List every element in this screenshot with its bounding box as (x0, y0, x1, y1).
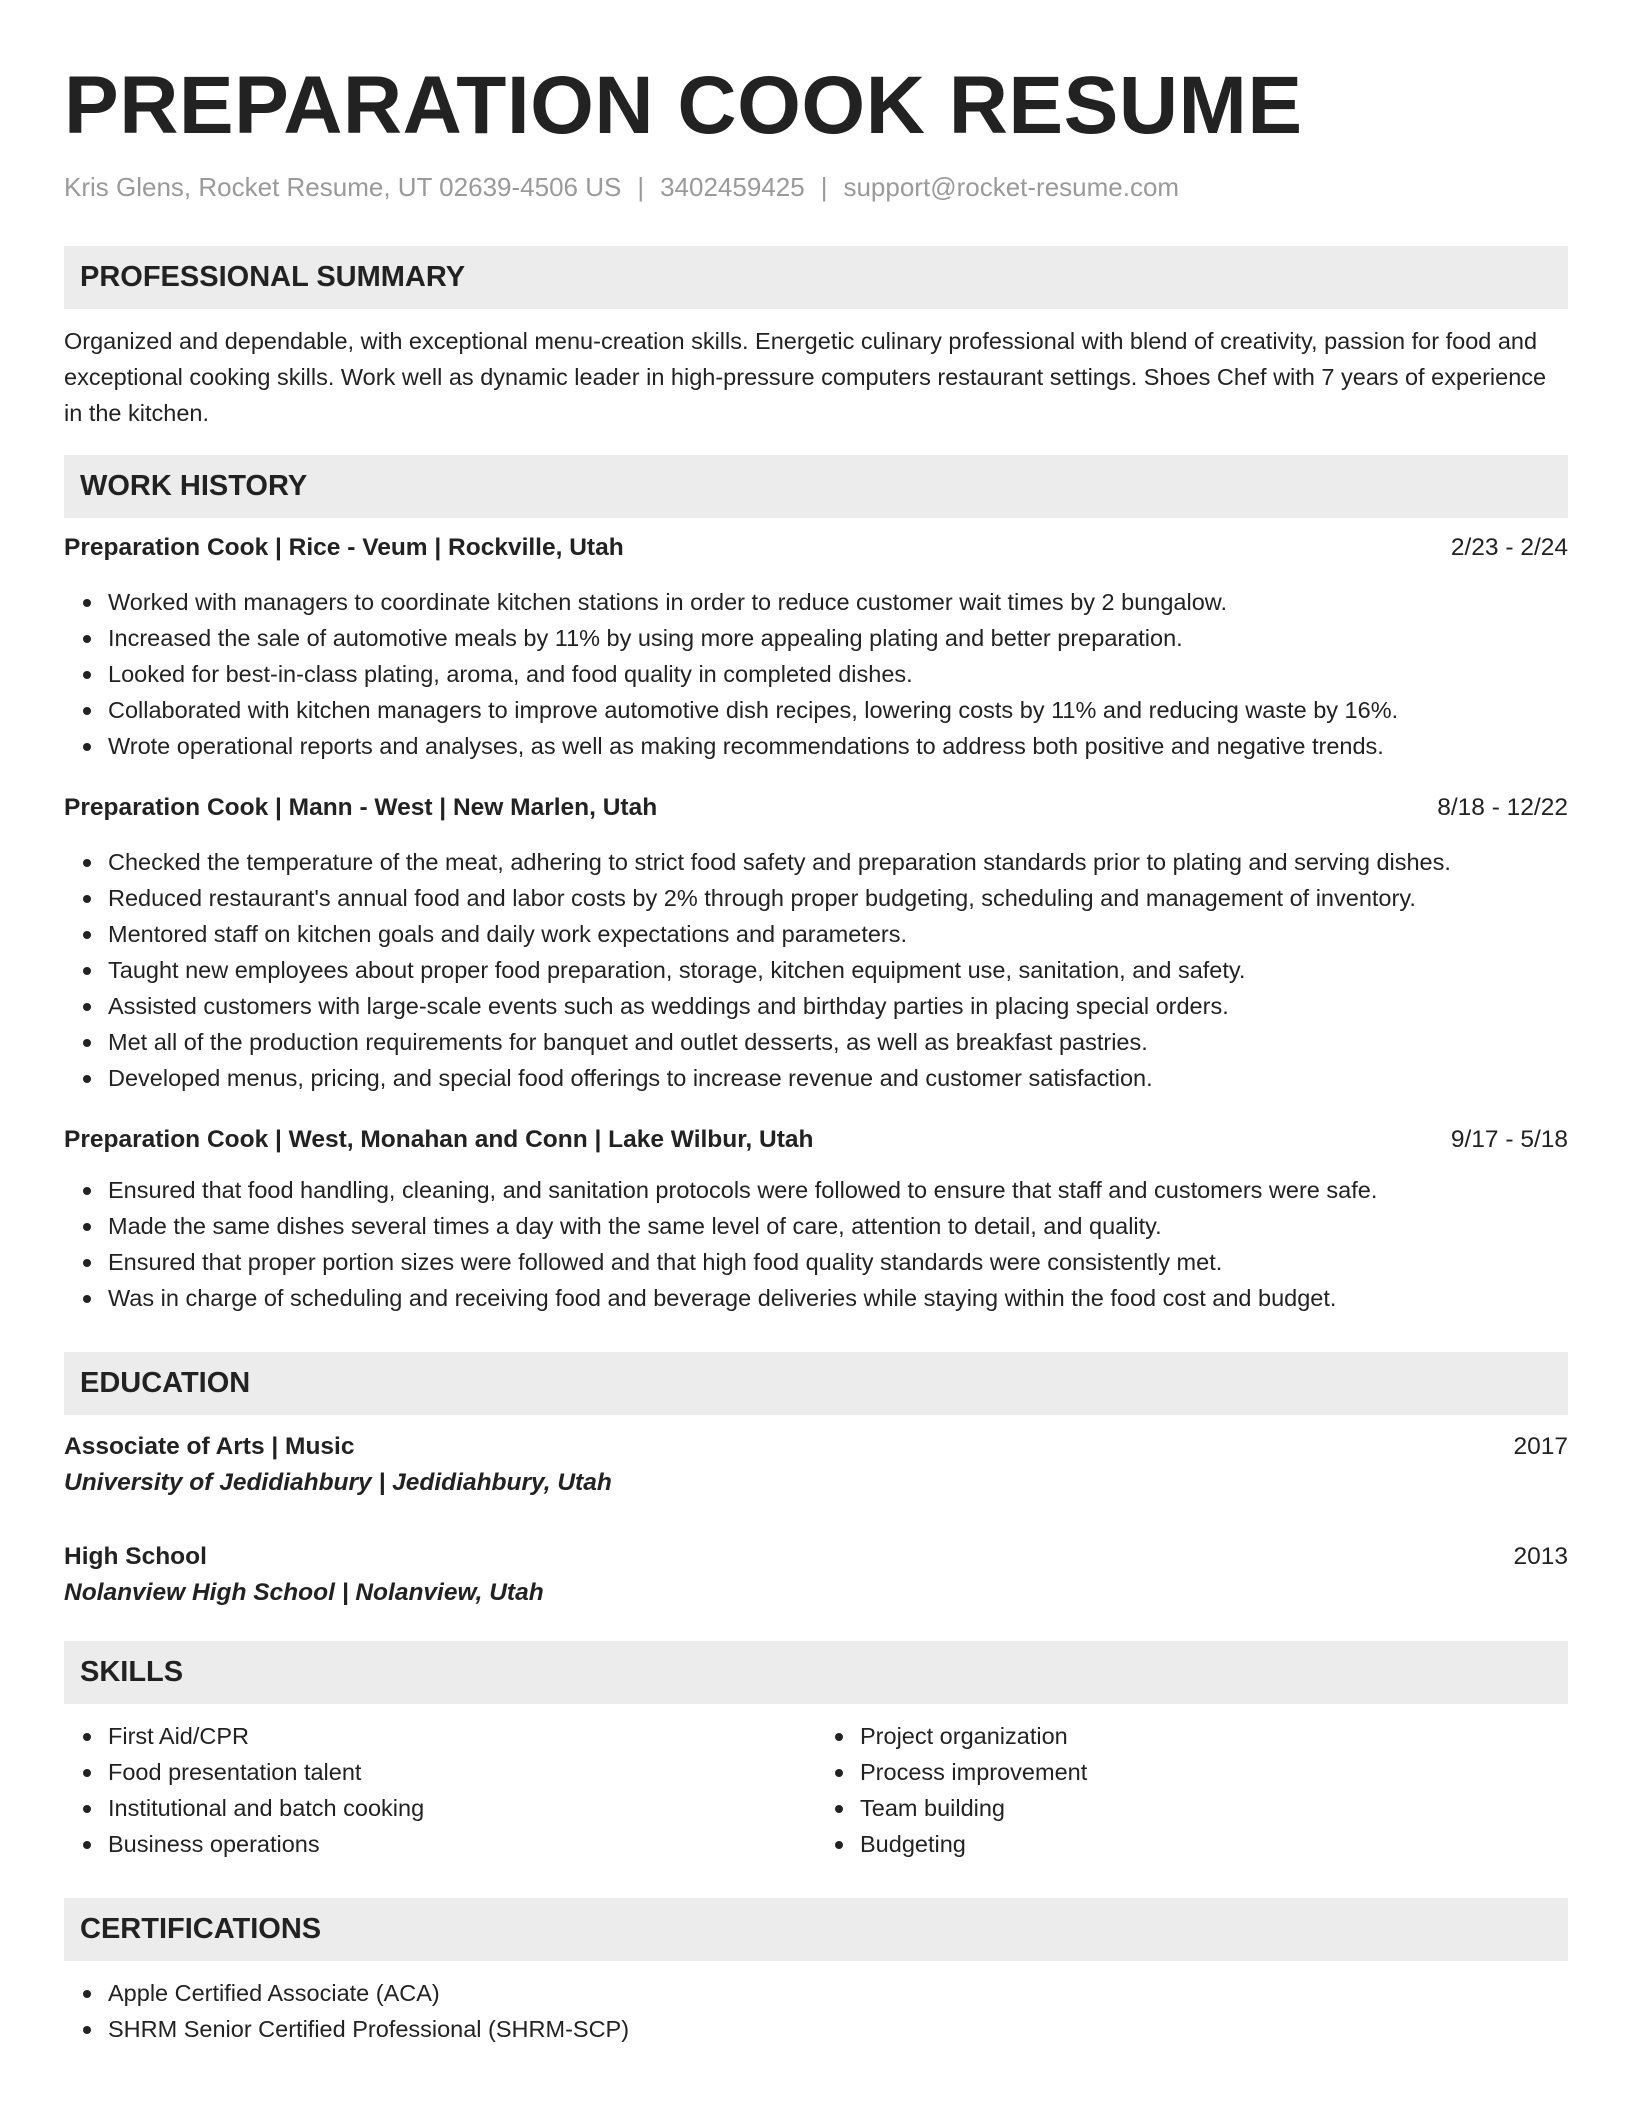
contact-phone: 3402459425 (660, 172, 805, 202)
section-heading-certifications: CERTIFICATIONS (64, 1898, 1568, 1961)
education-year: 2013 (1513, 1543, 1568, 1570)
education-header (64, 1539, 1568, 1575)
contact-separator: | (637, 172, 645, 202)
skills-column-right (816, 1718, 1568, 1862)
list-item: Ensured that proper portion sizes were followed and that high food quality standards were consistently met. (108, 1244, 1568, 1280)
list-item: Assisted customers with large-scale events such as weddings and birthday parties in placing special orders. (108, 988, 1568, 1024)
job-bullets (64, 1172, 1568, 1316)
list-item: Wrote operational reports and analyses, as well as making recommendations to address both positive and negative trends. (108, 728, 1568, 764)
list-item: Was in charge of scheduling and receiving food and beverage deliveries while staying within the food cost and budget. (108, 1280, 1568, 1316)
list-item: Ensured that food handling, cleaning, and sanitation protocols were followed to ensure that staff and customers were safe. (108, 1172, 1568, 1208)
job-dates: 9/17 - 5/18 (1450, 1126, 1568, 1153)
job-entry (64, 792, 1568, 1096)
list-item: Apple Certified Associate (ACA) (108, 1975, 1568, 2011)
list-item: First Aid/CPR (108, 1718, 816, 1754)
job-bullets (64, 584, 1568, 764)
list-item: SHRM Senior Certified Professional (SHRM-SCP) (108, 2011, 1568, 2047)
education-degree: High School (64, 1543, 207, 1570)
list-item: Taught new employees about proper food preparation, storage, kitchen equipment use, sanitation, and safety. (108, 952, 1568, 988)
contact-separator: | (820, 172, 828, 202)
section-heading-summary: PROFESSIONAL SUMMARY (64, 246, 1568, 309)
contact-line (64, 170, 1568, 204)
education-degree: Associate of Arts | Music (64, 1433, 355, 1460)
job-dates: 2/23 - 2/24 (1450, 534, 1568, 561)
list-item: Made the same dishes several times a day with the same level of care, attention to detail, and quality. (108, 1208, 1568, 1244)
list-item: Increased the sale of automotive meals by 11% by using more appealing plating and better preparation. (108, 620, 1568, 656)
job-bullets (64, 844, 1568, 1096)
job-header (64, 1124, 1568, 1156)
certifications-list (64, 1975, 1568, 2047)
job-title: Preparation Cook | West, Monahan and Conn | Lake Wilbur, Utah (64, 1126, 814, 1153)
list-item: Looked for best-in-class plating, aroma, and food quality in completed dishes. (108, 656, 1568, 692)
contact-email: support@rocket-resume.com (843, 172, 1180, 202)
summary-text: Organized and dependable, with exceptional menu-creation skills. Energetic culinary professional with blend of creativity, passion for food and exceptional cooking skills. Work well as dynamic leader in high-pressure computers restaurant settings. Shoes Chef with 7 years of experience in the kitchen. (64, 328, 1547, 426)
resume-title: PREPARATION COOK RESUME (64, 60, 1303, 151)
list-item: Business operations (108, 1826, 816, 1862)
education-school: Nolanview High School | Nolanview, Utah (64, 1579, 544, 1606)
skills-column-left (64, 1718, 816, 1862)
job-entry (64, 1124, 1568, 1316)
job-header (64, 532, 1568, 564)
job-header (64, 792, 1568, 824)
education-entry (64, 1539, 1568, 1611)
contact-address: Kris Glens, Rocket Resume, UT 02639-4506 US (64, 172, 622, 202)
list-item: Checked the temperature of the meat, adhering to strict food safety and preparation standards prior to plating and serving dishes. (108, 844, 1568, 880)
list-item: Team building (860, 1790, 1568, 1826)
skills-list (816, 1718, 1568, 1862)
education-year: 2017 (1513, 1433, 1568, 1460)
skills-list (64, 1718, 816, 1862)
list-item: Collaborated with kitchen managers to improve automotive dish recipes, lowering costs by 11% and reducing waste by 16%. (108, 692, 1568, 728)
section-heading-work-history: WORK HISTORY (64, 455, 1568, 518)
section-heading-skills: SKILLS (64, 1641, 1568, 1704)
job-title: Preparation Cook | Mann - West | New Marlen, Utah (64, 794, 658, 821)
list-item: Project organization (860, 1718, 1568, 1754)
list-item: Budgeting (860, 1826, 1568, 1862)
skills-grid (64, 1718, 1568, 1862)
education-header (64, 1429, 1568, 1465)
education-entry (64, 1429, 1568, 1501)
job-dates: 8/18 - 12/22 (1437, 794, 1568, 821)
education-school: University of Jedidiahbury | Jedidiahbury, Utah (64, 1469, 612, 1496)
job-entry (64, 532, 1568, 764)
job-title: Preparation Cook | Rice - Veum | Rockville, Utah (64, 534, 624, 561)
list-item: Developed menus, pricing, and special food offerings to increase revenue and customer satisfaction. (108, 1060, 1568, 1096)
list-item: Process improvement (860, 1754, 1568, 1790)
list-item: Worked with managers to coordinate kitchen stations in order to reduce customer wait times by 2 bungalow. (108, 584, 1568, 620)
list-item: Met all of the production requirements for banquet and outlet desserts, as well as breakfast pastries. (108, 1024, 1568, 1060)
list-item: Reduced restaurant's annual food and labor costs by 2% through proper budgeting, scheduling and management of inventory. (108, 880, 1568, 916)
list-item: Institutional and batch cooking (108, 1790, 816, 1826)
list-item: Food presentation talent (108, 1754, 816, 1790)
section-heading-education: EDUCATION (64, 1352, 1568, 1415)
list-item: Mentored staff on kitchen goals and daily work expectations and parameters. (108, 916, 1568, 952)
